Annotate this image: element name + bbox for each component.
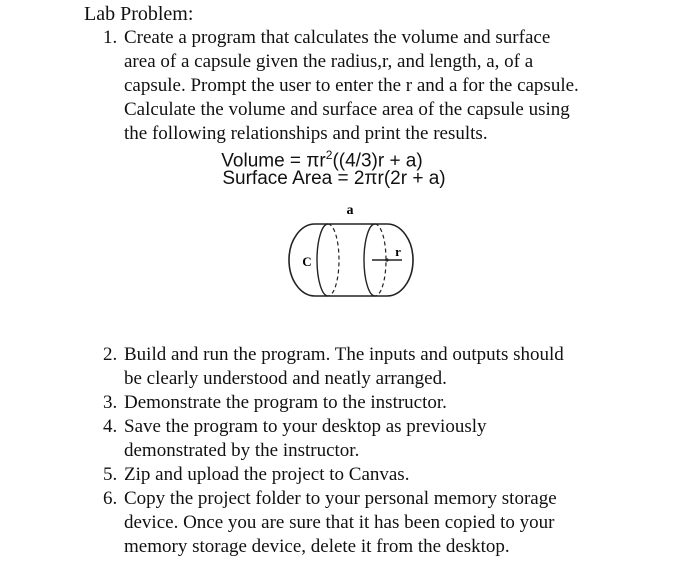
volume-formula-suffix: ((4/3)r + a) — [332, 150, 423, 172]
item-line: demonstrated by the instructor. — [124, 440, 360, 461]
left-section-front — [317, 224, 328, 296]
item-line: memory storage device, delete it from the desktop. — [124, 536, 510, 557]
item-number: 6. — [103, 488, 118, 509]
item-line: be clearly understood and neatly arranged. — [124, 368, 447, 389]
item-line: Build and run the program. The inputs and outputs should — [124, 344, 564, 365]
volume-formula-prefix: Volume = πr — [221, 150, 326, 172]
item-line: Copy the project folder to your personal memory storage — [124, 488, 557, 509]
item-number: 1. — [103, 27, 118, 48]
volume-formula-exponent: 2 — [325, 148, 333, 162]
circumference-label: C — [302, 254, 312, 269]
list-item-5 — [103, 463, 693, 487]
item-number: 4. — [103, 416, 118, 437]
item-number: 2. — [103, 344, 118, 365]
item-number: 3. — [103, 392, 118, 413]
item-line: Demonstrate the program to the instructor. — [124, 392, 447, 413]
item-number: 5. — [103, 464, 118, 485]
radius-label: r — [395, 244, 401, 259]
list-item-3 — [103, 391, 693, 415]
item-line: the following relationships and print the results. — [124, 123, 488, 144]
item-line: capsule. Prompt the user to enter the r and a for the capsule. — [124, 75, 579, 96]
item-line: device. Once you are sure that it has been copied to your — [124, 512, 555, 533]
item-line: Save the program to your desktop as previously — [124, 416, 487, 437]
item-line: Calculate the volume and surface area of the capsule using — [124, 99, 570, 120]
radius-center-dot — [385, 258, 388, 261]
item-line: area of a capsule given the radius,r, and length, a, of a — [124, 51, 534, 72]
surface-area-formula: Surface Area = 2πr(2r + a) — [222, 168, 446, 189]
list-item-6 — [103, 487, 693, 559]
list-item-1 — [103, 26, 693, 146]
capsule-diagram — [280, 198, 425, 308]
item-line: Create a program that calculates the volume and surface — [124, 27, 551, 48]
item-line: Zip and upload the project to Canvas. — [124, 464, 410, 485]
list-item-4 — [103, 415, 693, 463]
problem-heading: Lab Problem: — [84, 3, 194, 25]
list-item-2 — [103, 343, 693, 391]
length-label: a — [346, 203, 354, 218]
left-section-back — [328, 224, 339, 296]
